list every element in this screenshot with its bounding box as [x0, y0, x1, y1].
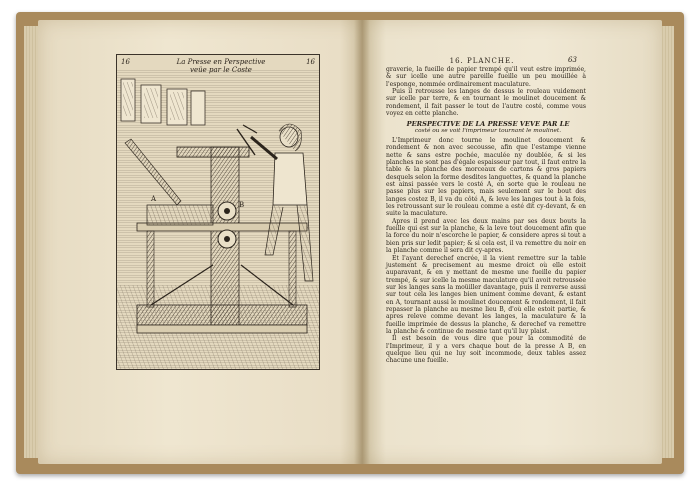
plate-caption — [173, 58, 269, 74]
paragraph-5: Et l'ayant derechef encrée, il la vient remettre sur la table justement & precisement au mesme droict où elle estoit auparavant, & en y mettant de mesme une fueille du papier trempé, & sur icelle la mesme maculature qu'il avoit retroussée sur les langes sans la moüiller davantage, puis il renverse aussi sur tout cela les langes bien uniment comme devant, & estant en A, tournant aussi le moulinet doucement & rondement, il fait repasser la planche au mesme lieu B, d'où elle estoit partie, & apres releve comme devant les langes, la maculature & la fueille imprimée de dessus la planche, & derechef va remettre la planche & continue de mesme tant qu'il luy plaist. — [386, 254, 586, 335]
paragraph-4: Apres il prend avec les deux mains par ses deux bouts la fueille qui est sur la planche, & la leve tout doucement afin que la force du noir n'escorche le papier, & considere apres si tout a bien pris sur ledit papier; & si cela est, il va remettre du noir en la planche comme il sera dit cy-apres. — [386, 217, 586, 255]
paragraph-2: Puis il retrousse les langes de dessus le rouleau vuidement sur icelle par terre, & en tournant le moulinet doucement & rondement, il fait passer le tout de l'autre costé, comme vous voyez en cette planche. — [386, 88, 586, 118]
section-title: PERSPECTIVE DE LA PRESSE VEVE PAR LE — [406, 120, 570, 128]
plate-caption-line1: La Presse en Perspective — [176, 58, 266, 66]
plate-caption-line2: veüe par le Coste — [190, 66, 252, 74]
plate-number-right: 16 — [306, 58, 315, 66]
engraving-plate — [116, 54, 320, 370]
text-block-main — [386, 137, 586, 365]
text-block-top — [386, 66, 586, 117]
page-edges-right — [660, 26, 674, 458]
book-gutter — [354, 20, 370, 464]
section-subtitle: costé ou se voit l'imprimeur tournant le moulinet. — [414, 128, 562, 134]
printing-press-engraving — [117, 55, 319, 369]
plate-number-left: 16 — [121, 58, 130, 66]
paragraph-3: L'Imprimeur donc tourne le moulinet doucement & rondement & non avec secousse, afin que l'estampe vienne nette & sans estre pochée, maculée ny doublée, & si les planches ne sont pas d'égale espaisseur par tout, il faut entre la table & la planche des morceaux de cartons & gros papiers desquels selon la forme desdites languettes, & quand la planche est ainsi passée vers le costé A, en sorte que le rouleau ne passe plus sur les papiers, mais seulement sur le bout des langes costez B, il va du côté A, & leve les langes tout à la fois, les retroussant sur le rouleau comme a esté dit cy-devant, & en suite la maculature. — [386, 137, 586, 218]
paragraph-6: Il est besoin de vous dire que pour la commodité de l'Imprimeur, il y a vers chaque bout de la presse A B, en quelque lieu qui ne luy soit incommode, deux tables assez chacune une fueille. — [386, 335, 586, 365]
page-folio: 63 — [568, 56, 577, 64]
page-header: 16. PLANCHE. — [449, 57, 515, 65]
plate-label-a: A — [151, 195, 157, 203]
paragraph-1: graverie, la fueille de papier trempé qu'il veut estre imprimée, & sur icelle une autre pareille fueille un peu mouillée à l'esponge, nommée ordinairement maculature. — [386, 66, 586, 88]
plate-label-b: B — [239, 201, 245, 209]
